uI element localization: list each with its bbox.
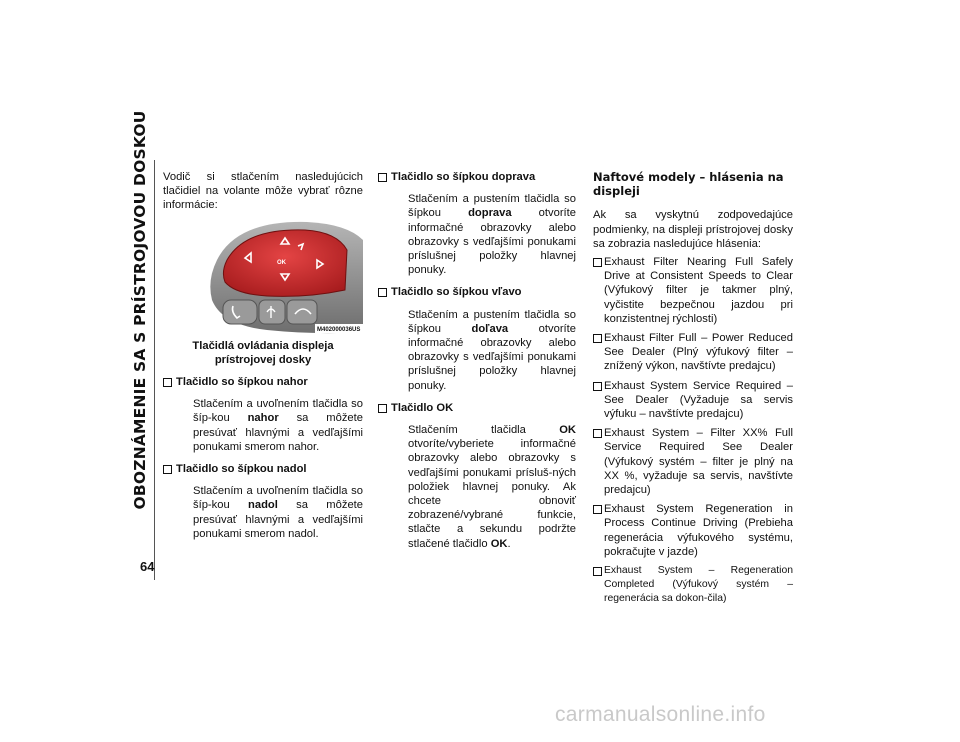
watermark: carmanualsonline.info xyxy=(555,703,766,726)
checkbox-bullet-icon xyxy=(378,173,387,182)
figure-code: M402000036US xyxy=(317,326,361,333)
message-item xyxy=(593,255,793,326)
message-item xyxy=(593,502,793,559)
figure-caption: Tlačidlá ovládania displeja prístrojovej dosky xyxy=(192,339,334,366)
message-text: Exhaust System Regeneration in Process Continue Driving (Prebieha regenerácia výfukového systému, pokračujte v jazde) xyxy=(604,503,793,558)
lower-buttons xyxy=(223,300,317,324)
message-text: Exhaust System Service Required – See Dealer (Vyžaduje sa servis výfuku – navštívte predajcu) xyxy=(604,379,793,421)
checkbox-bullet-icon xyxy=(593,382,602,391)
checkbox-bullet-icon xyxy=(378,288,387,297)
item-body: Stlačením a uvoľnením tlačidla so šíp-kou nahor sa môžete presúvať hlavnými a vedľajšími ponukami smerom nahor. xyxy=(193,398,363,453)
item-body: Stlačením tlačidla OK otvoríte/vyberiete informačné obrazovky alebo obrazovky s vedľajšími ponukami prísluš-ných položiek hlavnej ponuky. Ak chcete obnoviť zobrazené/vybrané funkcie, stlačte a sekundu podržte stlačené tlačidlo OK. xyxy=(408,424,576,550)
item-heading: Tlačidlo so šípkou doprava xyxy=(391,171,536,183)
checkbox-bullet-icon xyxy=(163,465,172,474)
column-middle xyxy=(378,170,576,551)
sidebar-divider xyxy=(154,160,155,580)
item-heading: Tlačidlo so šípkou nahor xyxy=(176,376,308,389)
checkbox-bullet-icon xyxy=(593,505,602,514)
message-text: Exhaust System – Regeneration Completed (Výfukový systém – regenerácia sa dokon-čila) xyxy=(604,565,793,605)
list-item xyxy=(378,285,576,392)
item-body: Stlačením a pustením tlačidla so šípkou doľava otvoríte informačné obrazovky alebo obrazovky s vedľajšími ponukami príslušnej položky hlavnej ponuky. xyxy=(408,308,576,392)
sidebar-chapter-title xyxy=(128,100,152,520)
list-item xyxy=(378,401,576,551)
checkbox-bullet-icon xyxy=(593,567,602,576)
message-item xyxy=(593,331,793,374)
steering-wheel-buttons-image xyxy=(197,220,365,335)
message-text: Exhaust Filter Full – Power Reduced See Dealer (Plný výfukový filter – znížený výkon, navštívte predajcu) xyxy=(604,332,793,373)
message-item xyxy=(593,564,793,607)
page-number: 64 xyxy=(140,559,155,574)
intro-paragraph: Vodič si stlačením nasledujúcich tlačidiel na volante môže vybrať rôzne informácie: xyxy=(163,171,363,212)
column-left xyxy=(163,170,363,541)
intro-paragraph: Ak sa vyskytnú zodpovedajúce podmienky, na displeji prístrojovej dosky sa zobrazia nasledujúce hlásenia: xyxy=(593,209,793,250)
list-item xyxy=(378,170,576,277)
ok-button-label: OK xyxy=(277,259,286,266)
chapter-title-text: OBOZNÁMENIE SA S PRÍSTROJOVOU DOSKOU xyxy=(131,110,149,510)
message-text: Exhaust Filter Nearing Full Safely Drive at Consistent Speeds to Clear (Výfukový filter je takmer plný, vyčistite bezpečnou jazdou pri konzistentnej rýchlosti) xyxy=(604,256,793,325)
checkbox-bullet-icon xyxy=(378,404,387,413)
column-right xyxy=(593,170,793,607)
checkbox-bullet-icon xyxy=(593,429,602,438)
item-heading: Tlačidlo so šípkou vľavo xyxy=(391,286,522,299)
item-body: Stlačením a uvoľnením tlačidla so šíp-kou nadol sa môžete presúvať hlavnými a vedľajšími ponukami smerom nadol. xyxy=(193,485,363,540)
message-text: Exhaust System – Filter XX% Full Service Required See Dealer (Výfukový systém – filter je plný na XX %, vyžaduje sa servis, navštívte predajcu) xyxy=(604,427,793,497)
steering-wheel-figure xyxy=(197,220,365,335)
checkbox-bullet-icon xyxy=(163,378,172,387)
message-item xyxy=(593,426,793,497)
list-item xyxy=(163,375,363,454)
checkbox-bullet-icon xyxy=(593,334,602,343)
item-heading: Tlačidlo so šípkou nadol xyxy=(176,463,307,476)
message-item xyxy=(593,379,793,422)
section-title: Naftové modely – hlásenia na displeji xyxy=(593,170,784,199)
item-heading: Tlačidlo OK xyxy=(391,401,454,414)
list-item xyxy=(163,462,363,541)
item-body: Stlačením a pustením tlačidla so šípkou doprava otvoríte informačné obrazovky alebo obrazovky s vedľajšími ponukami príslušnej položky hlavnej ponuky. xyxy=(408,193,576,277)
checkbox-bullet-icon xyxy=(593,258,602,267)
